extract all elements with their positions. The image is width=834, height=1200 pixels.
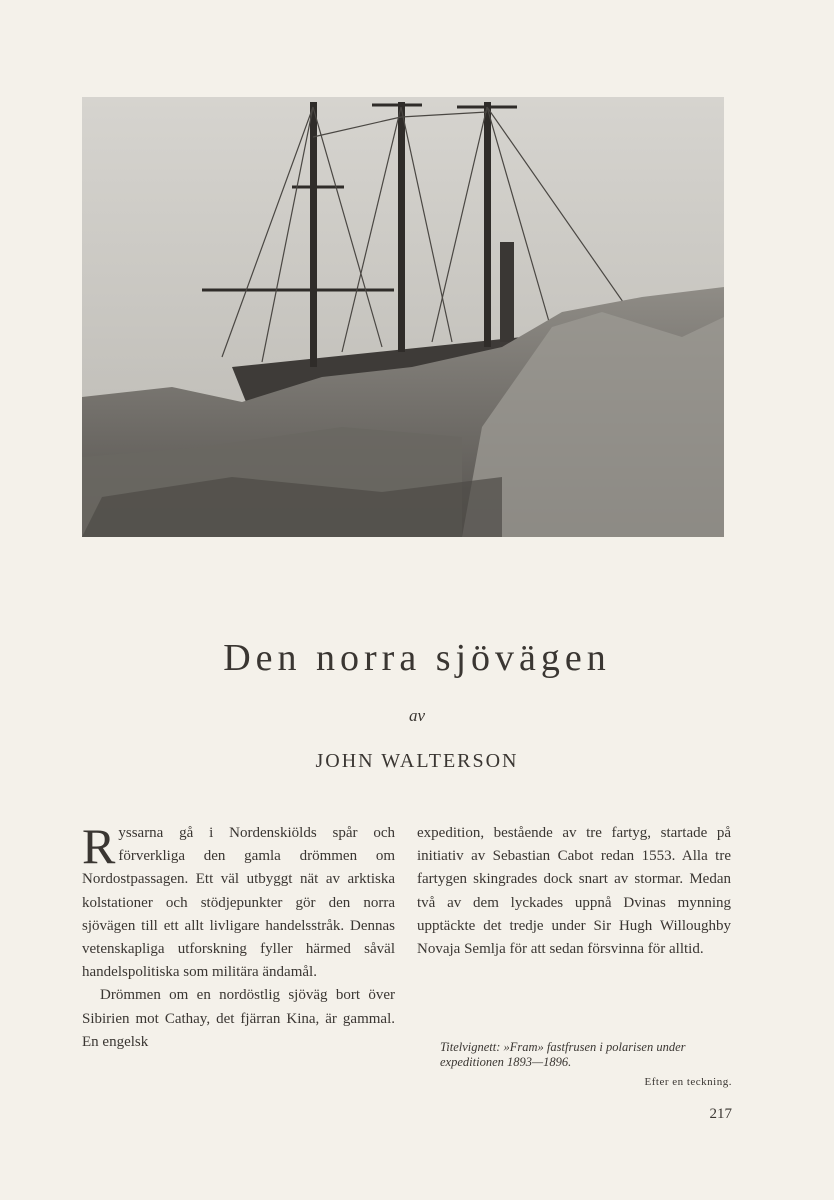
left-column: [82, 818, 395, 1054]
byline: av: [408, 706, 426, 725]
right-column: [417, 822, 731, 961]
illustration-caption: Titelvignett: »Fram» fastfrusen i polarisen under expeditionen 1893—1896.: [440, 1040, 686, 1069]
paragraph-1-text: yssarna gå i Nordenskiölds spår och förverkliga den gamla drömmen om Nordostpassagen. Ett väl utbyggt nät av arktiska kolstationer och stödjepunkter gör den norra sjövägen till ett allt livligare handelsstråk. Dennas vetenskapliga utforskning fyller härmed såväl handelspolitiska som militära ändamål.: [82, 825, 395, 981]
paragraph-1: [82, 818, 395, 984]
page-number: 217: [709, 1106, 732, 1122]
title-illustration: [82, 97, 724, 537]
article-title: Den norra sjövägen: [223, 637, 611, 679]
paragraph-2: Drömmen om en nordöstlig sjöväg bort över Sibirien mot Cathay, det fjärran Kina, är gammal. En engelsk: [82, 987, 395, 1050]
author-name: JOHN WALTERSON: [315, 750, 519, 772]
ship-in-ice-illustration: [82, 97, 724, 537]
illustration-credit: Efter en teckning.: [644, 1076, 732, 1088]
paragraph-3: expedition, bestående av tre fartyg, startade på initiativ av Sebastian Cabot redan 1553. Alla tre fartygen skingrades dock snart av stormar. Medan två av dem lyckades uppnå Dvinas mynning upptäckte det tredje under Sir Hugh Willoughby Novaja Semlja för att sedan försvinna för alltid.: [417, 825, 731, 958]
drop-cap: R: [82, 818, 116, 874]
